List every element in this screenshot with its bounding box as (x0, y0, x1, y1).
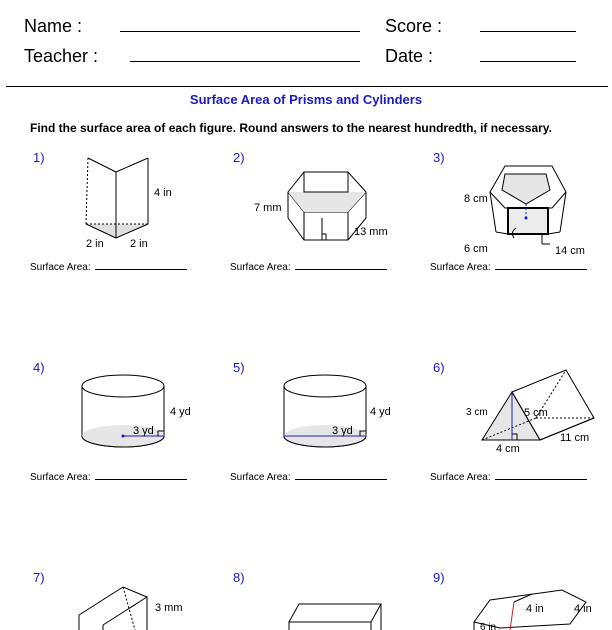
answer-label: Surface Area: (230, 262, 291, 273)
answer-label: Surface Area: (30, 472, 91, 483)
problem-number-9: 9) (433, 570, 445, 585)
problem-number-7: 7) (33, 570, 45, 585)
problem-number-2: 2) (233, 150, 245, 165)
answer-line-6[interactable] (430, 471, 587, 483)
header-divider (6, 86, 608, 87)
figure-5-cylinder (280, 370, 410, 455)
figure-9-hexagonal-prism (470, 588, 610, 630)
fig3-apothem: 6 cm (464, 243, 488, 255)
answer-label: Surface Area: (430, 472, 491, 483)
fig7-label: 3 mm (155, 602, 183, 614)
problem-number-1: 1) (33, 150, 45, 165)
figure-4-cylinder (78, 370, 208, 455)
teacher-field[interactable] (130, 61, 360, 62)
fig9-side-a: 4 in (526, 603, 544, 615)
answer-line-2[interactable] (230, 261, 387, 273)
date-field[interactable] (480, 61, 576, 62)
problem-number-6: 6) (433, 360, 445, 375)
figure-6-triangular-prism (460, 364, 610, 459)
figure-1-triangular-prism (70, 150, 190, 255)
fig3-side: 8 cm (464, 193, 488, 205)
fig9-apothem: 6 in (480, 622, 497, 630)
answer-label: Surface Area: (30, 262, 91, 273)
fig4-height: 4 yd (170, 406, 191, 418)
problem-number-3: 3) (433, 150, 445, 165)
fig6-height: 3 cm (466, 407, 488, 418)
fig3-height: 14 cm (555, 245, 585, 257)
name-label: Name : (24, 16, 83, 36)
fig4-radius: 3 yd (133, 425, 154, 437)
answer-line-4[interactable] (30, 471, 187, 483)
fig9-side-b: 4 in (574, 603, 592, 615)
instructions: Find the surface area of each figure. Round answers to the nearest hundredth, if necessary. (30, 121, 552, 135)
answer-line-1[interactable] (30, 261, 187, 273)
problem-number-8: 8) (233, 570, 245, 585)
teacher-label: Teacher : (24, 46, 99, 66)
figure-2-hexagonal-prism (250, 160, 400, 250)
fig1-side-b: 2 in (130, 238, 148, 250)
fig1-height: 4 in (154, 187, 172, 199)
answer-line-5[interactable] (230, 471, 387, 483)
fig5-diameter: 3 yd (332, 425, 353, 437)
fig2-height: 13 mm (354, 226, 388, 238)
fig6-length: 11 cm (560, 432, 590, 444)
answer-line-3[interactable] (430, 261, 587, 273)
answer-label: Surface Area: (230, 472, 291, 483)
worksheet-title: Surface Area of Prisms and Cylinders (189, 92, 423, 107)
name-field[interactable] (120, 31, 360, 32)
date-label: Date : (385, 46, 434, 66)
figure-3-pentagonal-prism (460, 160, 610, 260)
figure-8-rectangular-prism (285, 598, 395, 630)
figure-7-prism (75, 585, 195, 630)
fig6-base: 4 cm (496, 443, 520, 455)
problem-number-5: 5) (233, 360, 245, 375)
fig5-height: 4 yd (370, 406, 391, 418)
problem-number-4: 4) (33, 360, 45, 375)
fig6-slant: 5 cm (524, 407, 548, 419)
score-label: Score : (385, 16, 443, 36)
score-field[interactable] (480, 31, 576, 32)
answer-label: Surface Area: (430, 262, 491, 273)
fig1-side-a: 2 in (86, 238, 104, 250)
fig2-side: 7 mm (254, 202, 282, 214)
